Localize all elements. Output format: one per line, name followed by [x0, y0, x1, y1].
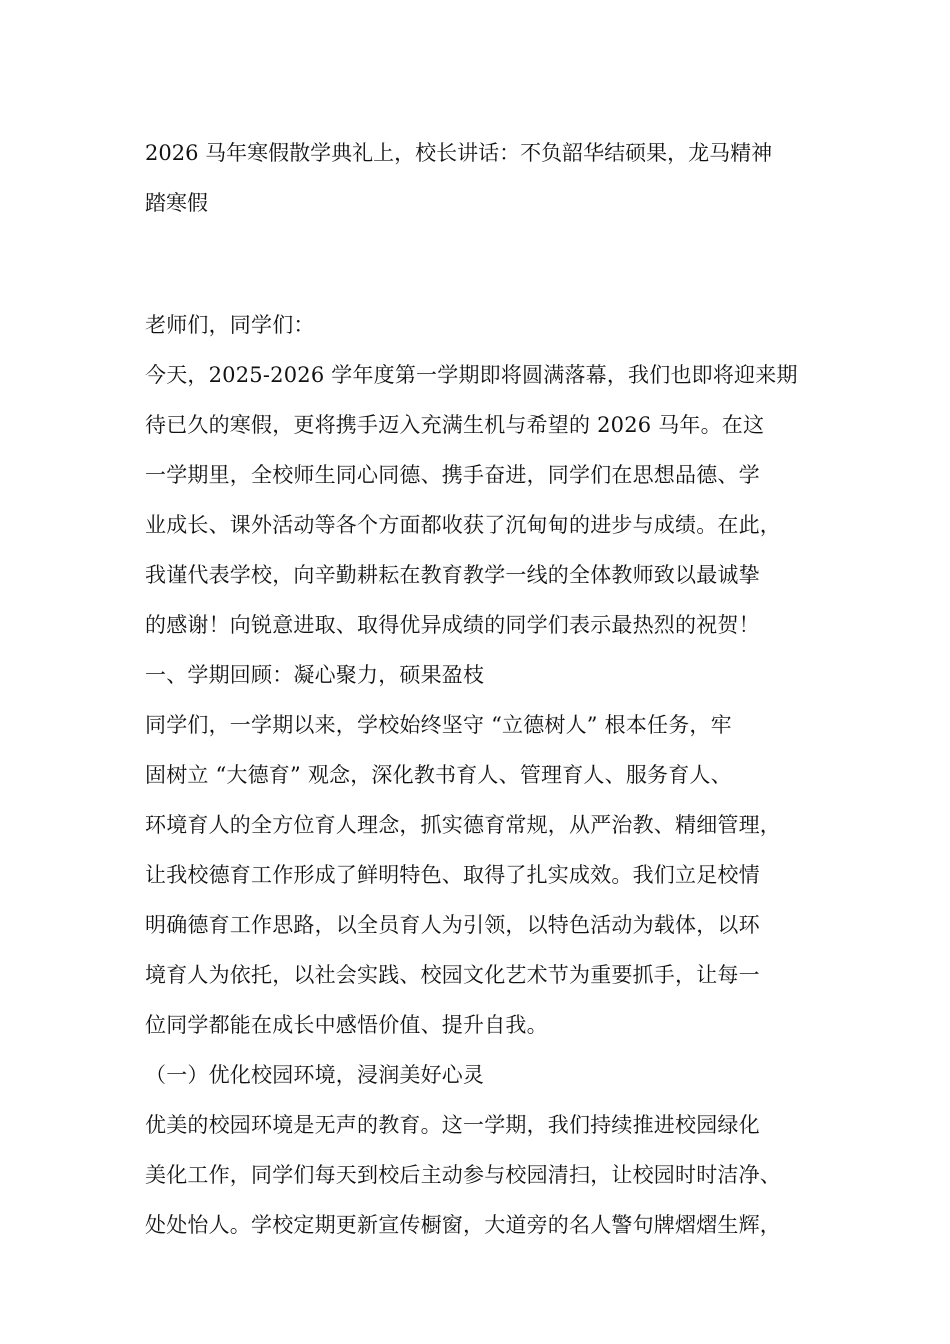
body-line: 处处怡人。学校定期更新宣传橱窗，大道旁的名人警句牌熠熠生辉， [145, 1213, 781, 1237]
body-line: 优美的校园环境是无声的教育。这一学期，我们持续推进校园绿化 [145, 1113, 760, 1137]
body-line: 同学们，一学期以来，学校始终坚守 “立德树人” 根本任务，牢 [145, 713, 732, 737]
body-line: 境育人为依托，以社会实践、校园文化艺术节为重要抓手，让每一 [145, 963, 760, 987]
body-line: 我谨代表学校，向辛勤耕耘在教育教学一线的全体教师致以最诚挚 [145, 563, 760, 587]
body-line: 让我校德育工作形成了鲜明特色、取得了扎实成效。我们立足校情 [145, 863, 760, 887]
body-line: 明确德育工作思路，以全员育人为引领，以特色活动为载体，以环 [145, 913, 760, 937]
body-line: 一学期里，全校师生同心同德、携手奋进，同学们在思想品德、学 [145, 463, 760, 487]
body-line: 美化工作，同学们每天到校后主动参与校园清扫，让校园时时洁净、 [145, 1163, 781, 1187]
body-line: 待已久的寒假，更将携手迈入充满生机与希望的 2026 马年。在这 [145, 413, 765, 437]
body-line: 环境育人的全方位育人理念，抓实德育常规，从严治教、精细管理， [145, 813, 781, 837]
body-line: 今天，2025-2026 学年度第一学期即将圆满落幕，我们也即将迎来期 [145, 363, 798, 387]
document-content [145, 128, 817, 1250]
salutation-line: 老师们，同学们： [145, 313, 315, 337]
body-line: 的感谢！向锐意进取、取得优异成绩的同学们表示最热烈的祝贺！ [145, 613, 760, 637]
section-heading: 一、学期回顾：凝心聚力，硕果盈枝 [145, 663, 485, 687]
document-title-line-2: 踏寒假 [145, 191, 208, 215]
body-line: 固树立 “大德育” 观念，深化教书育人、管理育人、服务育人、 [145, 763, 732, 787]
body-line: 位同学都能在成长中感悟价值、提升自我。 [145, 1013, 548, 1037]
document-title-line-1: 2026 马年寒假散学典礼上，校长讲话：不负韶华结硕果，龙马精神 [145, 141, 773, 165]
subsection-heading: （一）优化校园环境，浸润美好心灵 [145, 1063, 485, 1087]
title-spacer [145, 228, 817, 300]
body-line: 业成长、课外活动等各个方面都收获了沉甸甸的进步与成绩。在此， [145, 513, 781, 537]
